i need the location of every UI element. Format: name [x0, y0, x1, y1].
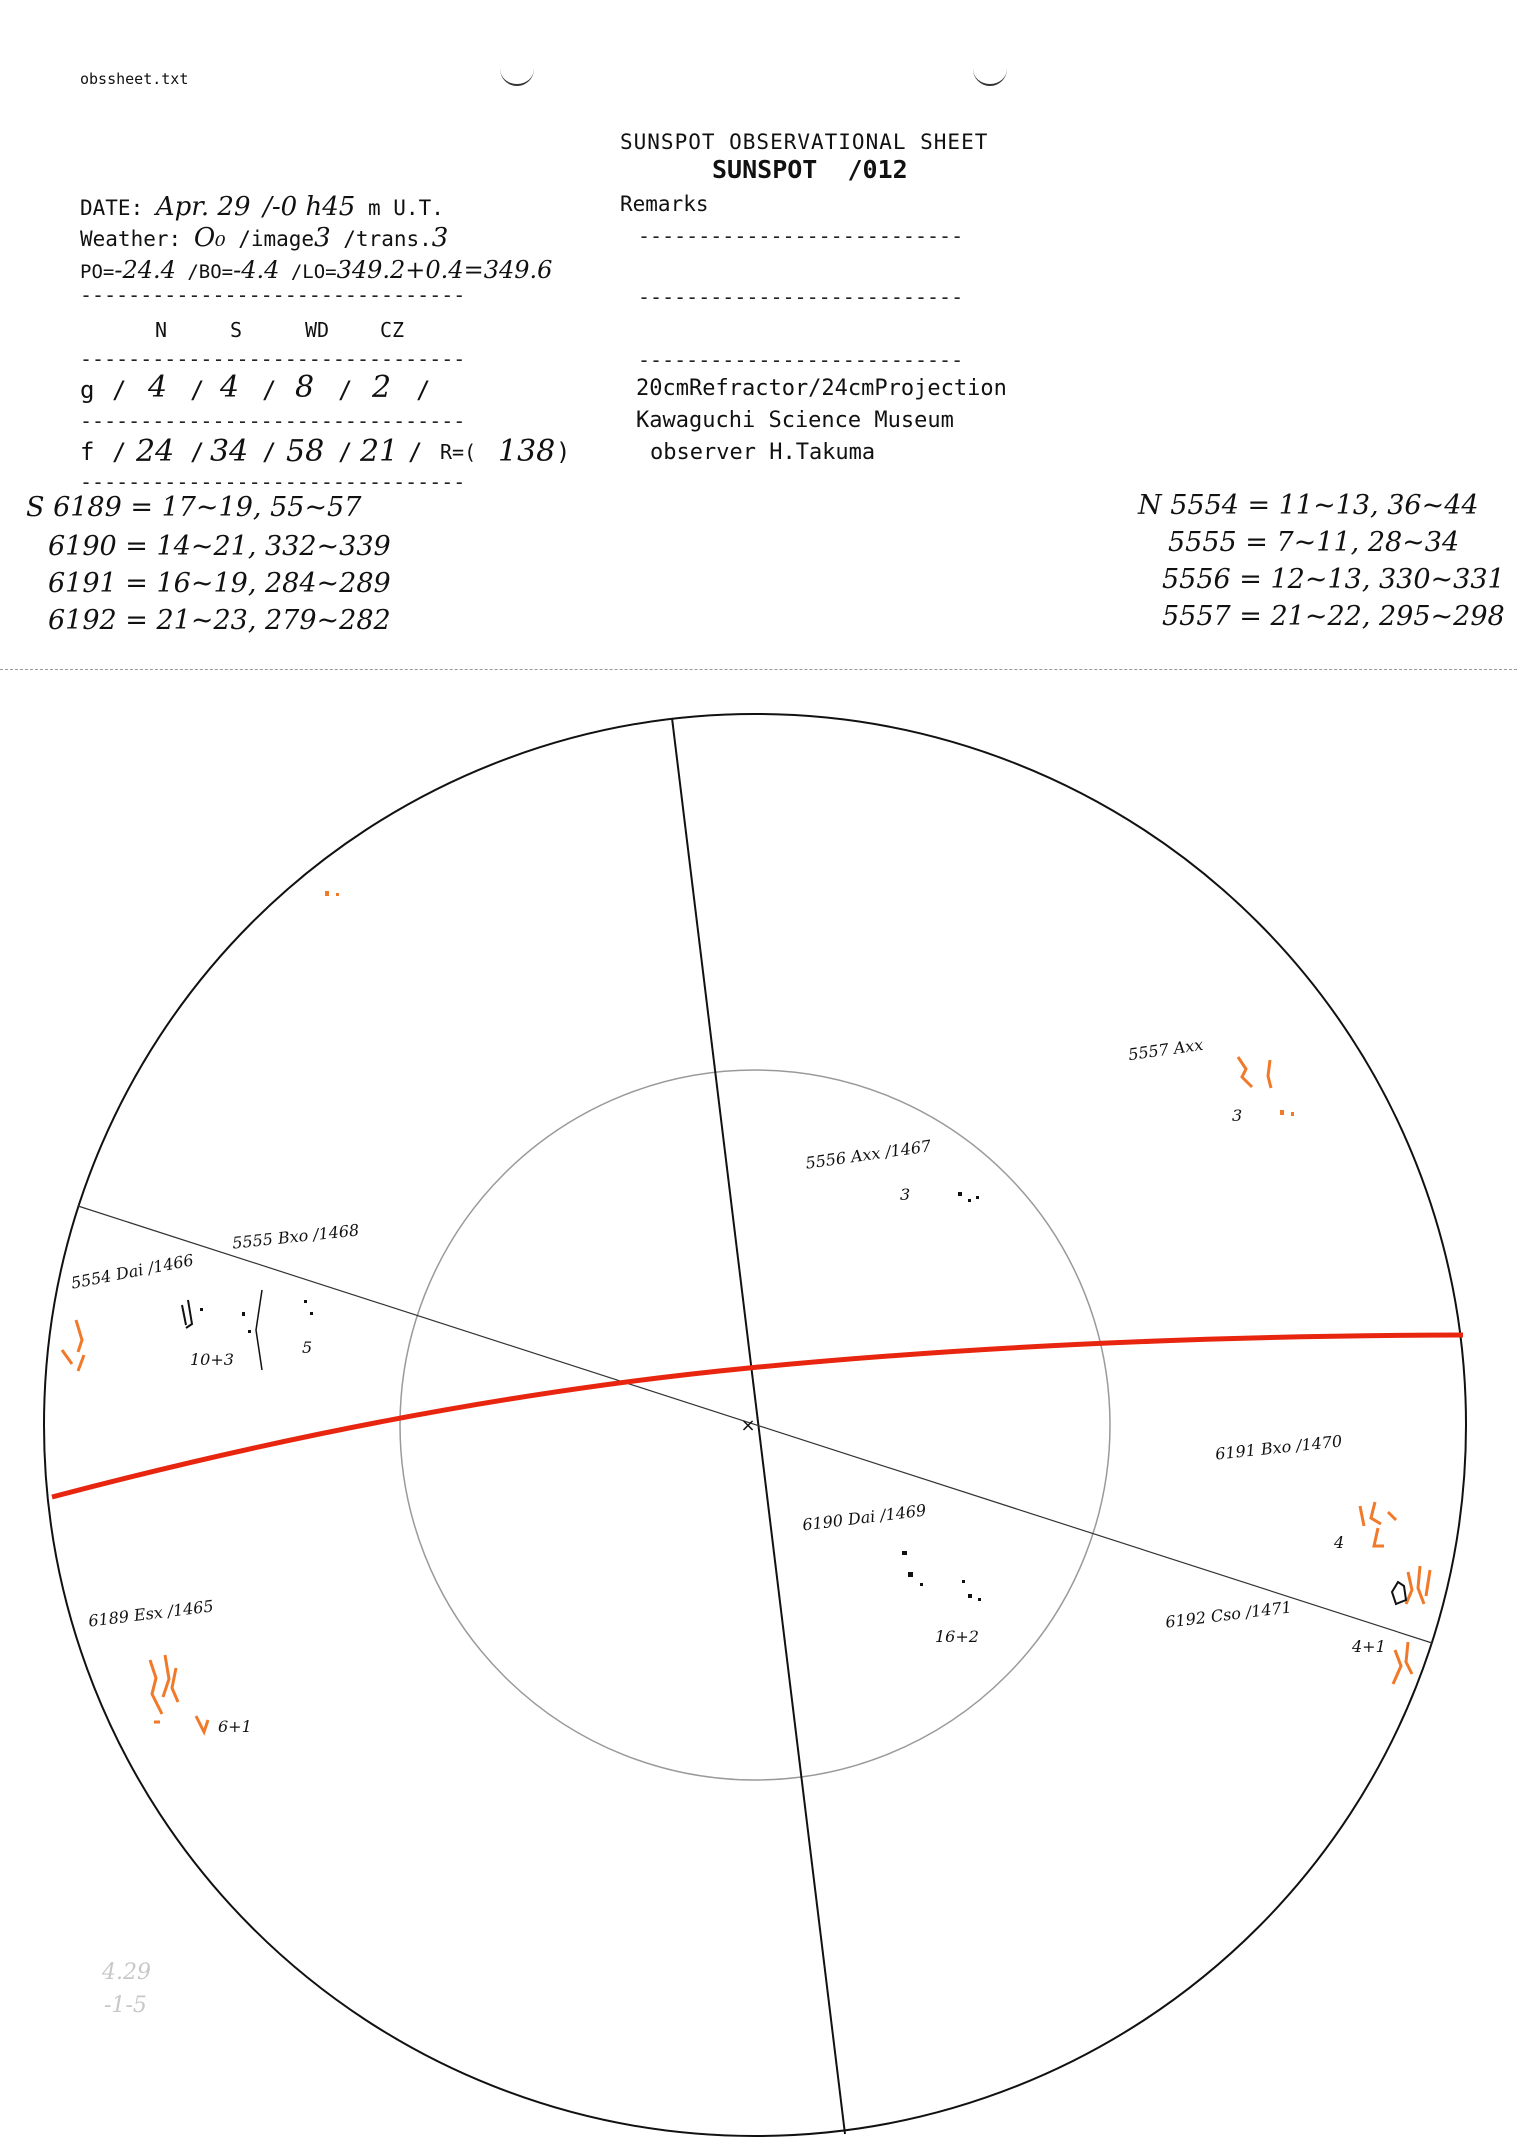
- spot-mark: [1280, 1110, 1284, 1115]
- spot-mark: [325, 891, 329, 896]
- spot-mark: [62, 1320, 84, 1371]
- spot-mark: [1392, 1582, 1406, 1604]
- range-left-4: 6192 = 21~23, 279~282: [48, 605, 391, 636]
- divider-2: --------------------------------: [80, 347, 466, 371]
- remarks-line-1: ---------------------------: [638, 224, 964, 248]
- group-6191-label: 6191 Bxo /1470: [1214, 1431, 1344, 1464]
- g-s: 4: [220, 370, 240, 405]
- g-slash-4: /: [338, 376, 353, 404]
- g-n: 4: [148, 370, 168, 405]
- spot-mark: [958, 1192, 962, 1196]
- spot-mark: [256, 1290, 262, 1370]
- spot-mark: [1291, 1112, 1294, 1116]
- f-cz: 21: [360, 434, 399, 469]
- f-slash-2: /: [190, 438, 205, 466]
- lo-value: 349.2+0.4=349.6: [336, 256, 553, 284]
- spot-mark: [962, 1580, 965, 1583]
- weather-label: Weather:: [80, 227, 182, 251]
- f-s: 34: [210, 434, 249, 469]
- hour-value: /-0 h: [263, 192, 323, 222]
- group-5557-count: 3: [1232, 1106, 1243, 1125]
- f-slash-1: /: [112, 438, 127, 466]
- image-value: 3: [314, 223, 331, 253]
- spot-mark: [976, 1196, 979, 1199]
- group-6189-count: 6+1: [218, 1717, 252, 1736]
- spots-ink: [182, 1192, 1406, 1604]
- col-s: S: [230, 318, 243, 342]
- group-5554-label: 5554 Dai /1466: [69, 1250, 196, 1293]
- sheet-number: /012: [847, 155, 908, 184]
- remarks-label: Remarks: [620, 192, 709, 216]
- g-cz: 2: [372, 370, 392, 405]
- spot-mark: [310, 1312, 313, 1315]
- range-right-3: 5556 = 12~13, 330~331: [1162, 564, 1505, 595]
- group-6189-label: 6189 Esx /1465: [87, 1596, 215, 1631]
- group-5557-label: 5557 Axx: [1127, 1034, 1205, 1065]
- file-name: obssheet.txt: [80, 70, 189, 88]
- group-6191-count: 4: [1334, 1533, 1345, 1552]
- range-right-4: 5557 = 21~22, 295~298: [1162, 601, 1505, 632]
- g-label: g: [80, 376, 95, 404]
- r-label: R=(: [440, 440, 477, 464]
- f-slash-5: /: [408, 438, 423, 466]
- spot-mark: [336, 893, 339, 896]
- group-5554-count: 10+3: [190, 1350, 234, 1369]
- spot-mark: [968, 1199, 971, 1202]
- r-close: ): [556, 438, 571, 466]
- col-wd: WD: [305, 318, 330, 342]
- spot-mark: [248, 1330, 251, 1333]
- group-6190-label: 6190 Dai /1469: [801, 1500, 928, 1535]
- f-slash-3: /: [262, 438, 277, 466]
- telescope: 20cmRefractor/24cmProjection: [636, 376, 1007, 401]
- bo-label: /BO=: [187, 261, 234, 283]
- divider-4: --------------------------------: [80, 470, 466, 494]
- g-slash-1: /: [112, 376, 127, 404]
- location: Kawaguchi Science Museum: [636, 408, 954, 433]
- g-slash-5: /: [416, 376, 431, 404]
- group-5555-label: 5555 Bxo /1468: [231, 1220, 361, 1253]
- remarks-line-3: ---------------------------: [638, 348, 964, 372]
- spot-mark: [242, 1312, 245, 1316]
- group-5555-count: 5: [302, 1338, 313, 1357]
- trans-value: 3: [431, 223, 449, 253]
- spot-mark: [304, 1300, 307, 1303]
- divider-3: --------------------------------: [80, 409, 466, 433]
- sheet-title: SUNSPOT OBSERVATIONAL SHEET: [620, 130, 989, 154]
- spot-mark: [1268, 1060, 1271, 1088]
- minute-value: 45: [322, 192, 356, 222]
- group-6190-count: 16+2: [935, 1627, 979, 1646]
- col-n: N: [155, 318, 168, 342]
- range-left-1: S 6189 = 17~19, 55~57: [26, 492, 362, 523]
- pencil-note-2: -1-5: [104, 1993, 147, 2018]
- date-label: DATE:: [80, 196, 144, 220]
- disk-center-mark: ×: [740, 1415, 756, 1436]
- range-left-2: 6190 = 14~21, 332~339: [48, 531, 391, 562]
- spot-mark: [200, 1308, 203, 1311]
- observer: observer H.Takuma: [650, 440, 876, 465]
- g-slash-2: /: [190, 376, 205, 404]
- f-label: f: [80, 438, 95, 466]
- spot-mark: [154, 1716, 208, 1732]
- image-label: /image: [238, 227, 315, 251]
- remarks-line-2: ---------------------------: [638, 285, 964, 309]
- spot-mark: [920, 1583, 923, 1586]
- pencil-note-1: 4.29: [102, 1960, 151, 1985]
- spot-mark: [1360, 1502, 1396, 1546]
- bo-value: -4.4: [233, 256, 280, 284]
- spot-mark: [1393, 1642, 1412, 1684]
- spot-mark: [182, 1300, 192, 1328]
- spot-mark: [1238, 1057, 1252, 1087]
- range-right-2: 5555 = 7~11, 28~34: [1168, 527, 1460, 558]
- range-right-1: N 5554 = 11~13, 36~44: [1138, 490, 1479, 521]
- group-6192-label: 6192 Cso /1471: [1164, 1597, 1293, 1632]
- group-6192-count: 4+1: [1352, 1637, 1386, 1656]
- f-slash-4: /: [338, 438, 353, 466]
- po-value: -24.4: [114, 256, 176, 284]
- spot-mark: [150, 1655, 178, 1714]
- group-5556-label: 5556 Axx /1467: [804, 1136, 933, 1173]
- spot-mark: [902, 1551, 907, 1555]
- subtitle-prefix: SUNSPOT: [712, 155, 818, 184]
- f-n: 24: [136, 434, 175, 469]
- g-wd: 8: [295, 370, 315, 405]
- f-wd: 58: [286, 434, 325, 469]
- spot-mark: [908, 1572, 913, 1577]
- spot-mark: [978, 1598, 981, 1601]
- g-slash-3: /: [262, 376, 277, 404]
- range-left-3: 6191 = 16~19, 284~289: [48, 568, 391, 599]
- trans-label: /trans.: [343, 227, 432, 251]
- spot-mark: [1406, 1566, 1430, 1604]
- lo-label: /LO=: [290, 261, 337, 283]
- weather-value: O₀: [193, 223, 226, 253]
- po-label: PO=: [80, 261, 115, 283]
- r-value: 138: [498, 434, 556, 469]
- divider-1: --------------------------------: [80, 283, 466, 307]
- spot-mark: [968, 1594, 972, 1598]
- group-5556-count: 3: [900, 1185, 911, 1204]
- col-cz: CZ: [380, 318, 405, 342]
- time-unit: m U.T.: [368, 196, 444, 220]
- date-value: Apr. 29: [155, 192, 251, 222]
